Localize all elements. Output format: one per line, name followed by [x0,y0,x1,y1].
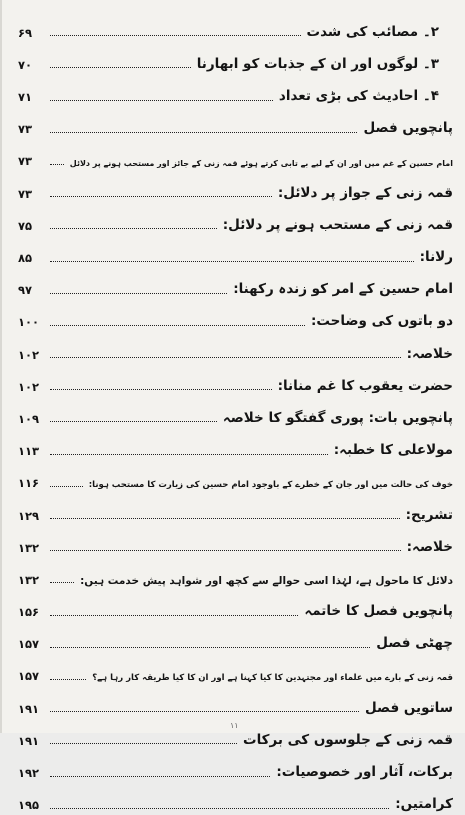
toc-row [18,364,453,396]
toc-entry-title: قمہ زنی کے جواز پر دلائل: [277,184,453,201]
toc-entry-title: دو باتوں کی وضاحت: [310,313,453,330]
dot-leader [50,67,191,68]
toc-page-number: ۱۳۲ [18,540,40,555]
dot-leader [50,389,272,390]
dot-leader [50,196,272,197]
toc-page-number: ۱۰۰ [18,315,40,330]
toc-page-number: ۱۰۲ [18,347,40,362]
dot-leader [50,325,305,326]
toc-page-number: ۱۵۷ [18,637,40,652]
dot-leader [50,35,301,36]
toc-entry-title: پانچویں فصل کا خاتمہ [304,603,453,620]
toc-page-number: ۷۵ [18,218,33,233]
dot-leader [50,743,237,744]
toc-page-number: ۱۱۶ [18,476,40,491]
toc-row [18,396,453,428]
toc-row [18,107,453,139]
toc-row [18,203,453,235]
dot-leader [50,132,357,133]
toc-page-number: ۷۳ [18,122,33,137]
toc-row [18,525,453,557]
toc-entry-title: ۲۔ مصائب کی شدت [306,23,439,40]
dot-leader [50,228,217,229]
dot-leader [50,615,298,616]
toc-entry-title: پانچویں بات: پوری گفتگو کا خلاصہ [222,409,453,426]
dot-leader [50,776,270,777]
toc-row [18,235,453,267]
toc-page-number: ۱۲۹ [18,508,40,523]
toc-entry-title: ساتویں فصل [365,699,453,716]
dot-leader [50,486,83,487]
toc-row [18,42,453,74]
toc-entry-title: مولاعلی کا خطبہ: [333,442,453,459]
dot-leader [50,293,227,294]
toc-row [18,557,453,589]
dot-leader [50,647,370,648]
table-of-contents [18,10,453,815]
toc-page-number: ۱۰۹ [18,411,40,426]
dot-leader [50,164,64,165]
toc-entry-title: خوف کی حالت میں اور جان کے خطرے کے باوجود امام حسین کی زیارت کا مستحب ہونا: [88,480,453,491]
toc-entry-title: خلاصہ: [406,538,453,555]
toc-entry-title: چھٹی فصل [376,635,453,652]
dot-leader [50,100,273,101]
dot-leader [50,357,401,358]
toc-page-number: ۱۹۱ [18,733,40,748]
toc-row [18,171,453,203]
toc-page-number: ۷۰ [18,57,33,72]
toc-entry-title: رلانا: [419,249,453,265]
toc-entry-title: حضرت یعقوب کا غم منانا: [277,377,453,394]
toc-page-number: ۷۳ [18,154,33,169]
toc-row [18,332,453,364]
dot-leader [50,518,400,519]
toc-entry-title: پانچویں فصل [363,120,453,137]
toc-row [18,750,453,782]
toc-row [18,10,453,42]
toc-entry-title: برکات، آثار اور خصوصیات: [276,764,453,780]
toc-page-number: ۸۵ [18,251,33,265]
toc-page-number: ۱۱۳ [18,444,40,459]
toc-row [18,686,453,718]
toc-row [18,493,453,525]
toc-entry-title: تشریح: [405,506,453,523]
dot-leader [50,679,86,680]
toc-page-number: ۷۱ [18,90,33,105]
toc-entry-title: خلاصہ: [406,345,453,362]
toc-entry-title: ۴۔ احادیث کی بڑی تعداد [278,88,439,105]
page-footer-number: ۱۱ [230,721,239,730]
toc-entry-title: امام حسین کے امر کو زندہ رکھنا: [233,281,453,298]
toc-row [18,622,453,654]
dot-leader [50,550,401,551]
toc-page-number: ۱۵۶ [18,605,40,620]
dot-leader [50,808,389,809]
toc-page-number: ۱۰۲ [18,379,40,394]
toc-row [18,461,453,493]
toc-entry-title: دلائل کا ماحول ہے، لہٰذا اسی حوالے سے کچھ اور شواہد پیش خدمت ہیں: [80,574,453,587]
toc-row [18,589,453,621]
toc-entry-title: قمہ زنی کے مستحب ہونے پر دلائل: [222,216,453,233]
dot-leader [50,261,414,262]
dot-leader [50,421,217,422]
toc-page-number: ۱۳۲ [18,572,40,587]
toc-page-number: ۱۵۷ [18,669,40,684]
toc-page-number: ۱۹۵ [18,798,40,813]
toc-page-number: ۶۹ [18,25,33,40]
dot-leader [50,582,74,583]
toc-page-number: ۷۳ [18,186,33,201]
toc-entry-title: ۳۔ لوگوں اور ان کے جذبات کو ابھارنا [196,55,439,72]
toc-entry-title: امام حسین کے غم میں اور ان کے لیے بے تابی کرتے ہوئے قمہ زنی کے جائز اور مستحب ہونے پر دلائل [69,158,453,168]
toc-entry-title: کرامتیں: [395,796,453,813]
dot-leader [50,454,328,455]
toc-row [18,428,453,460]
toc-page-number: ۱۹۱ [18,701,40,716]
toc-row [18,74,453,106]
toc-row [18,300,453,332]
toc-entry-title: قمہ زنی کے بارے میں علماء اور مجتہدین کا کیا کہنا ہے اور ان کا کیا طریقہ کار رہا ہے؟ [92,673,453,684]
toc-page-number: ۱۹۲ [18,766,40,780]
toc-page-number: ۹۷ [18,283,33,298]
dot-leader [50,711,359,712]
toc-row [18,654,453,686]
toc-row [18,783,453,815]
toc-entry-title: قمہ زنی کے جلوسوں کی برکات [243,731,453,748]
toc-row [18,268,453,300]
toc-row [18,139,453,171]
